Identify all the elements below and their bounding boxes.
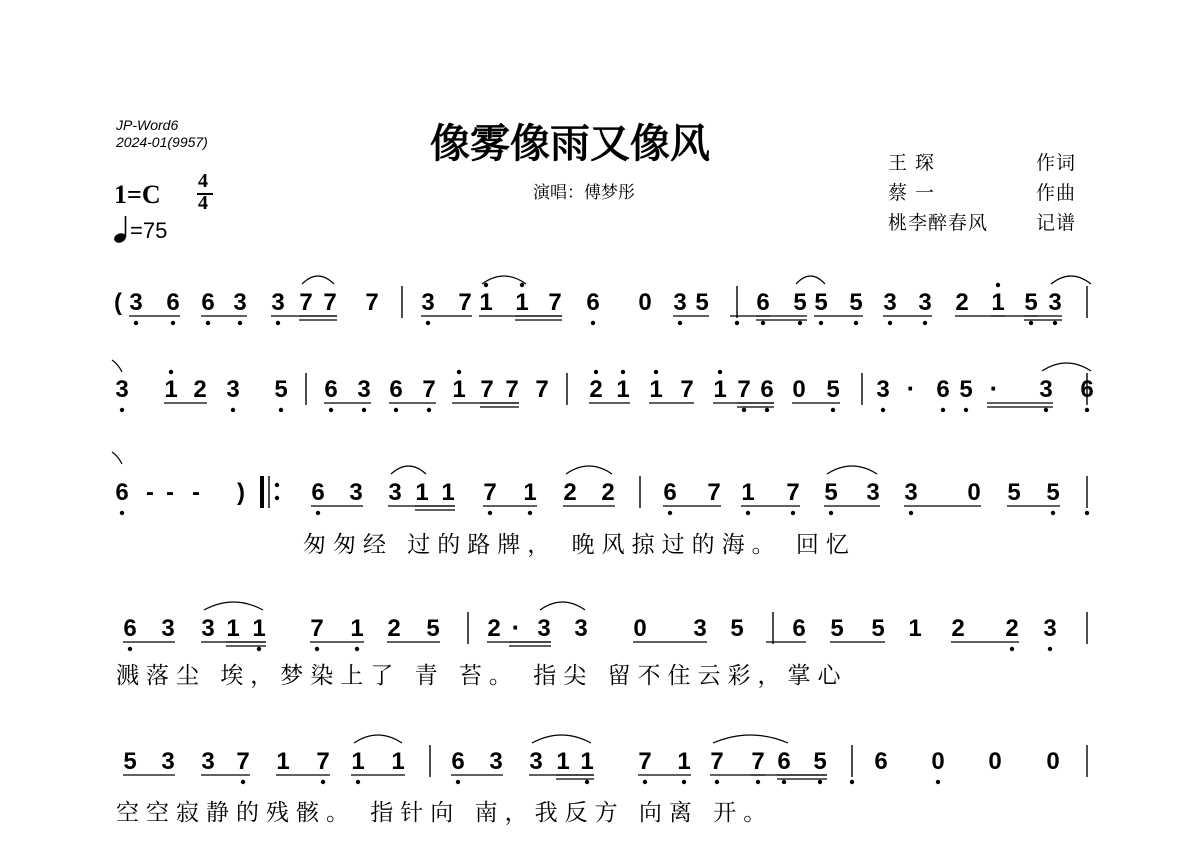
note-digit: 6 — [792, 615, 806, 642]
octave-dot — [1053, 321, 1057, 325]
octave-dot — [682, 780, 686, 784]
octave-dot — [427, 408, 431, 412]
octave-dot — [668, 511, 672, 515]
note-digit: 0 — [988, 748, 1002, 775]
note-digit: 7 — [786, 479, 800, 506]
octave-dot — [1085, 408, 1089, 412]
note-digit: 7 — [458, 289, 472, 316]
octave-dot — [1051, 511, 1055, 515]
note-digit: 3 — [357, 376, 371, 403]
note-digit: 7 — [365, 289, 379, 316]
note-digit: 5 — [793, 289, 807, 316]
octave-dot — [488, 511, 492, 515]
note-digit: 5 — [830, 615, 844, 642]
note-digit: 6 — [874, 748, 888, 775]
note-digit: 7 — [422, 376, 436, 403]
note-digit: 3 — [421, 289, 435, 316]
tie-continuation — [112, 360, 122, 372]
note-digit: 3 — [201, 748, 215, 775]
octave-dot — [528, 511, 532, 515]
note-digit: 2 — [487, 615, 501, 642]
note-digit: 5 — [1007, 479, 1021, 506]
note-digit: 3 — [1048, 289, 1062, 316]
note-digit: 0 — [792, 376, 806, 403]
note-digit: 3 — [226, 376, 240, 403]
note-digit: 7 — [638, 748, 652, 775]
octave-dot — [888, 321, 892, 325]
note-digit: 0 — [633, 615, 647, 642]
octave-dot — [362, 408, 366, 412]
note-digit: 6 — [166, 289, 180, 316]
note-digit: 7 — [710, 748, 724, 775]
dash-mark: - — [192, 479, 200, 506]
note-digit: 1 — [741, 479, 755, 506]
note-digit: 2 — [589, 376, 603, 403]
note-digit: 0 — [638, 289, 652, 316]
octave-dot — [1010, 647, 1014, 651]
note-digit: 1 — [479, 289, 493, 316]
octave-dot — [854, 321, 858, 325]
note-digit: 6 — [451, 748, 465, 775]
note-digit: 3 — [918, 289, 932, 316]
note-digit: 7 — [299, 289, 313, 316]
dash-mark: - — [166, 479, 174, 506]
composer-role: 作曲 — [1036, 182, 1077, 204]
note-digit: 1 — [415, 479, 429, 506]
tie-arc — [302, 276, 334, 284]
tie-arc — [540, 602, 585, 610]
octave-dot — [585, 780, 589, 784]
note-digit: 1 — [677, 748, 691, 775]
octave-dot — [819, 321, 823, 325]
octave-dot — [520, 283, 524, 287]
transcriber-role: 记谱 — [1036, 212, 1077, 234]
octave-dot — [279, 408, 283, 412]
note-digit: 3 — [673, 289, 687, 316]
note-digit: 3 — [866, 479, 880, 506]
time-denominator: 4 — [198, 192, 208, 214]
note-digit: 6 — [389, 376, 403, 403]
octave-dot — [128, 647, 132, 651]
octave-dot — [881, 408, 885, 412]
note-digit: 3 — [904, 479, 918, 506]
note-digit: 1 — [713, 376, 727, 403]
octave-dot — [426, 321, 430, 325]
note-digit: 5 — [730, 615, 744, 642]
note-digit: 1 — [441, 479, 455, 506]
note-digit: 2 — [955, 289, 969, 316]
note-digit: 3 — [129, 289, 143, 316]
octave-dot — [909, 511, 913, 515]
tie-arc — [204, 602, 263, 610]
song-title: 像雾像雨又像风 — [430, 121, 710, 167]
note-digit: 3 — [115, 376, 129, 403]
note-digit: 3 — [1043, 615, 1057, 642]
note-digit: 5 — [695, 289, 709, 316]
octave-dot — [171, 321, 175, 325]
octave-dot — [850, 780, 854, 784]
octave-dot — [643, 780, 647, 784]
octave-dot — [831, 408, 835, 412]
note-digit: 7 — [323, 289, 337, 316]
note-digit: 5 — [813, 748, 827, 775]
lyric-line-3: 空空寂静的残骸。 指针向 南，我反方 向离 开。 — [116, 800, 774, 826]
singer-credit: 演唱：傅梦彤 — [533, 183, 635, 203]
octave-dot — [120, 511, 124, 515]
lyricist-role: 作词 — [1036, 152, 1077, 174]
note-digit: 7 — [505, 376, 519, 403]
note-digit: 3 — [537, 615, 551, 642]
note-digit: 5 — [824, 479, 838, 506]
note-digit: 5 — [1046, 479, 1060, 506]
note-digit: 6 — [115, 479, 129, 506]
note-digit: · — [906, 373, 916, 403]
note-digit: 1 — [452, 376, 466, 403]
note-digit: ) — [237, 479, 245, 506]
note-digit: 3 — [201, 615, 215, 642]
octave-dot — [241, 780, 245, 784]
note-digit: 6 — [936, 376, 950, 403]
octave-dot — [120, 408, 124, 412]
octave-dot — [941, 408, 945, 412]
octave-dot — [782, 780, 786, 784]
transcriber-name: 桃李醉春风 — [888, 212, 989, 234]
note-digit: 7 — [480, 376, 494, 403]
note-digit: · — [989, 373, 999, 403]
octave-dot — [594, 370, 598, 374]
octave-dot — [257, 647, 261, 651]
lyricist-name: 王 琛 — [888, 152, 936, 174]
note-digit: 1 — [226, 615, 240, 642]
note-digit: 6 — [760, 376, 774, 403]
note-digit: 3 — [233, 289, 247, 316]
tie-arc — [1051, 276, 1091, 284]
note-digit: 2 — [1005, 615, 1019, 642]
note-digit: 5 — [849, 289, 863, 316]
octave-dot — [456, 780, 460, 784]
note-digit: 1 — [391, 748, 405, 775]
note-digit: 7 — [737, 376, 751, 403]
note-digit: 7 — [680, 376, 694, 403]
tie-arc — [566, 466, 612, 474]
note-digit: 7 — [310, 615, 324, 642]
note-digit: 6 — [756, 289, 770, 316]
note-digit: 2 — [193, 376, 207, 403]
note-digit: 7 — [548, 289, 562, 316]
octave-dot — [356, 780, 360, 784]
octave-dot — [735, 321, 739, 325]
note-digit: 2 — [563, 479, 577, 506]
build-label: 2024-01(9957) — [116, 134, 208, 150]
octave-dot — [169, 370, 173, 374]
note-digit: 1 — [523, 479, 537, 506]
octave-dot — [316, 511, 320, 515]
note-digit: 1 — [991, 289, 1005, 316]
octave-dot — [936, 780, 940, 784]
tie-arc — [713, 735, 788, 743]
octave-dot — [798, 321, 802, 325]
note-digit: 6 — [324, 376, 338, 403]
octave-dot — [756, 780, 760, 784]
octave-dot — [829, 511, 833, 515]
octave-dot — [715, 780, 719, 784]
octave-dot — [1029, 321, 1033, 325]
octave-dot — [355, 647, 359, 651]
note-digit: 7 — [236, 748, 250, 775]
octave-dot — [329, 408, 333, 412]
tempo-value: =75 — [130, 218, 168, 243]
note-digit: 5 — [826, 376, 840, 403]
key-signature: 1=C — [114, 180, 161, 209]
note-digit: 3 — [876, 376, 890, 403]
composer-name: 蔡 一 — [888, 182, 936, 204]
note-digit: 1 — [908, 615, 922, 642]
note-digit: 2 — [951, 615, 965, 642]
octave-dot — [394, 408, 398, 412]
note-digit: 3 — [349, 479, 363, 506]
note-digit: 6 — [201, 289, 215, 316]
note-digit: 7 — [483, 479, 497, 506]
octave-dot — [134, 321, 138, 325]
note-digit: 6 — [311, 479, 325, 506]
note-digit: 3 — [271, 289, 285, 316]
octave-dot — [964, 408, 968, 412]
octave-dot — [996, 283, 1000, 287]
octave-dot — [718, 370, 722, 374]
lyric-line-2: 溅落尘 埃，梦染上了 青 苔。 指尖 留不住云彩，掌心 — [116, 663, 848, 689]
note-digit: 3 — [489, 748, 503, 775]
note-digit: ( — [114, 289, 122, 316]
note-digit: 5 — [959, 376, 973, 403]
note-digit: 1 — [515, 289, 529, 316]
note-digit: 1 — [164, 376, 178, 403]
octave-dot — [746, 511, 750, 515]
note-digit: 3 — [574, 615, 588, 642]
note-digit: 7 — [751, 748, 765, 775]
octave-dot — [321, 780, 325, 784]
tie-arc — [827, 466, 877, 474]
note-digit: 3 — [388, 479, 402, 506]
tie-continuation — [112, 452, 122, 464]
note-digit: 7 — [535, 376, 549, 403]
note-digit: 1 — [580, 748, 594, 775]
tie-arc — [532, 735, 591, 743]
octave-dot — [484, 283, 488, 287]
note-digit: 7 — [707, 479, 721, 506]
octave-dot — [818, 780, 822, 784]
octave-dot — [1048, 647, 1052, 651]
note-digit: 3 — [693, 615, 707, 642]
octave-dot — [206, 321, 210, 325]
note-digit: 5 — [1024, 289, 1038, 316]
note-digit: 3 — [529, 748, 543, 775]
note-digit: 1 — [616, 376, 630, 403]
note-digit: 5 — [814, 289, 828, 316]
octave-dot — [231, 408, 235, 412]
note-digit: 1 — [350, 615, 364, 642]
octave-dot — [1044, 408, 1048, 412]
note-digit: 6 — [777, 748, 791, 775]
note-digit: · — [511, 612, 521, 642]
tie-arc — [391, 466, 426, 474]
octave-dot — [761, 321, 765, 325]
note-digit: 7 — [316, 748, 330, 775]
note-digit: 6 — [123, 615, 137, 642]
octave-dot — [315, 647, 319, 651]
repeat-dot — [275, 496, 279, 500]
note-digit: 3 — [1039, 376, 1053, 403]
note-digit: 5 — [871, 615, 885, 642]
note-digit: 0 — [967, 479, 981, 506]
note-digit: 3 — [161, 615, 175, 642]
octave-dot — [276, 321, 280, 325]
octave-dot — [742, 408, 746, 412]
dash-mark: - — [146, 479, 154, 506]
octave-dot — [654, 370, 658, 374]
note-digit: 1 — [649, 376, 663, 403]
software-label: JP-Word6 — [116, 117, 179, 133]
note-digit: 5 — [123, 748, 137, 775]
time-numerator: 4 — [198, 170, 208, 192]
note-digit: 5 — [274, 376, 288, 403]
note-digit: 1 — [351, 748, 365, 775]
note-digit: 2 — [387, 615, 401, 642]
lyric-line-1: 匆匆经 过的路牌， 晚风掠过的海。 回忆 — [303, 532, 856, 558]
note-digit: 0 — [931, 748, 945, 775]
octave-dot — [791, 511, 795, 515]
note-digit: 6 — [663, 479, 677, 506]
octave-dot — [923, 321, 927, 325]
note-digit: 5 — [426, 615, 440, 642]
note-digit: 3 — [883, 289, 897, 316]
note-digit: 3 — [161, 748, 175, 775]
octave-dot — [457, 370, 461, 374]
note-digit: 0 — [1046, 748, 1060, 775]
tie-arc — [796, 276, 825, 284]
tie-arc — [1042, 363, 1091, 371]
tie-arc — [354, 735, 402, 743]
tie-arc — [482, 276, 526, 284]
note-digit: 1 — [252, 615, 266, 642]
octave-dot — [765, 408, 769, 412]
octave-dot — [678, 321, 682, 325]
note-digit: 6 — [586, 289, 600, 316]
octave-dot — [1085, 511, 1089, 515]
octave-dot — [621, 370, 625, 374]
octave-dot — [591, 321, 595, 325]
note-digit: 1 — [556, 748, 570, 775]
note-digit: 1 — [276, 748, 290, 775]
octave-dot — [238, 321, 242, 325]
repeat-dot — [275, 483, 279, 487]
note-digit: 2 — [601, 479, 615, 506]
note-digit: 6 — [1080, 376, 1094, 403]
